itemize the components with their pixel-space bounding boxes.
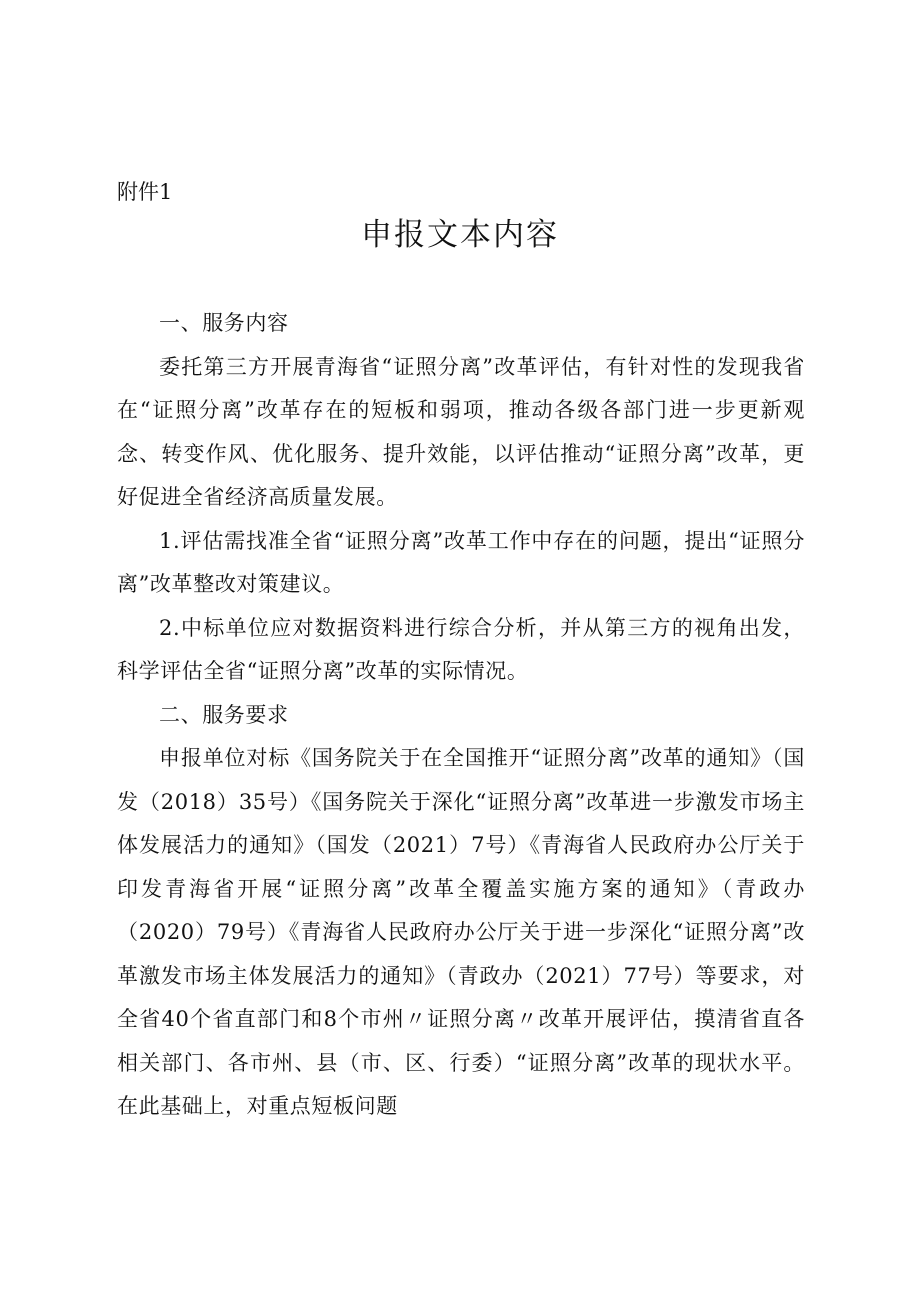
- paragraph: 2.中标单位应对数据资料进行综合分析，并从第三方的视角出发，科学评估全省“证照分离”改革的实际情况。: [117, 615, 805, 683]
- document-title: 申报文本内容: [361, 217, 559, 253]
- paragraph: 委托第三方开展青海省“证照分离”改革评估，有针对性的发现我省在“证照分离”改革存在的短板和弱项，推动各级各部门进一步更新观念、转变作风、优化服务、提升效能，以评估推动“证照分离”改革，更好促进全省经济高质量发展。: [117, 354, 805, 509]
- document-body: [117, 302, 805, 1129]
- attachment-label: 附件1: [117, 180, 173, 204]
- paragraph: 申报单位对标《国务院关于在全国推开“证照分离”改革的通知》（国发（2018）35号）《国务院关于深化“证照分离”改革进一步激发市场主体发展活力的通知》（国发（2021）7号）《青海省人民政府办公厅关于印发青海省开展“证照分离”改革全覆盖实施方案的通知》（青政办（2020）79号）《青海省人民政府办公厅关于进一步深化“证照分离”改革激发市场主体发展活力的通知》（青政办（2021）77号）等要求，对全省40个省直部门和8个市州〃证照分离〃改革开展评估，摸清省直各相关部门、各市州、县（市、区、行委）“证照分离”改革的现状水平。在此基础上，对重点短板问题: [117, 746, 805, 1118]
- paragraph: 1.评估需找准全省“证照分离”改革工作中存在的问题，提出“证照分离”改革整改对策建议。: [117, 528, 805, 596]
- section-heading-service-content: 一、服务内容: [159, 311, 289, 335]
- section-heading-service-requirements: 二、服务要求: [159, 702, 289, 727]
